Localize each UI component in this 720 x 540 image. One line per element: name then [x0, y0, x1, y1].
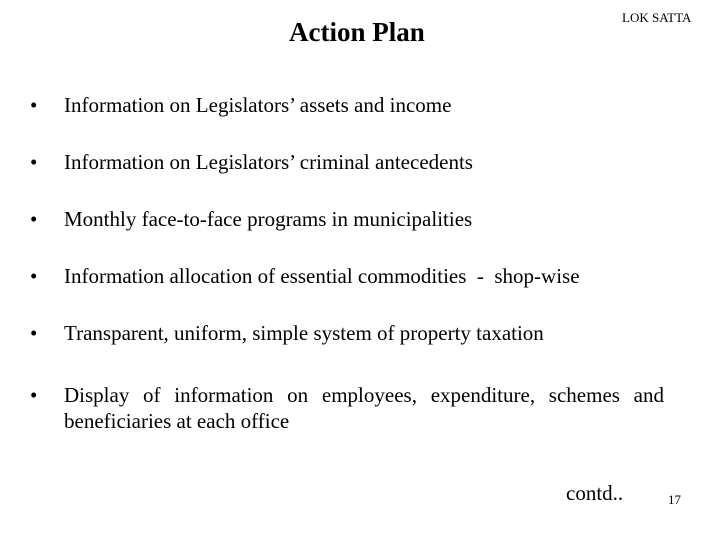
bullet-item	[30, 206, 670, 232]
bullet-icon: •	[30, 150, 38, 174]
page-number: 17	[668, 492, 681, 507]
bullet-icon: •	[30, 93, 38, 117]
bullet-text: Information on Legislators’ criminal antecedents	[64, 150, 473, 174]
bullet-icon: •	[30, 207, 38, 231]
bullet-item	[30, 263, 670, 289]
bullet-icon: •	[30, 264, 38, 288]
bullet-item	[30, 92, 670, 118]
bullet-text: Information allocation of essential commodities - shop-wise	[64, 264, 580, 288]
bullet-icon: •	[30, 383, 38, 407]
bullet-text: Information on Legislators’ assets and income	[64, 93, 452, 117]
bullet-item	[30, 149, 670, 175]
bullet-item	[30, 320, 670, 346]
bullet-text: Transparent, uniform, simple system of property taxation	[64, 321, 544, 345]
bullet-icon: •	[30, 321, 38, 345]
bullet-text: Monthly face-to-face programs in municipalities	[64, 207, 473, 231]
continued-label: contd..	[566, 481, 624, 505]
organization-label: LOK SATTA	[622, 10, 692, 25]
bullet-item	[30, 382, 670, 434]
bullet-text: Display of information on employees, expenditure, schemes and beneficiaries at each office	[64, 383, 664, 433]
slide-title: Action Plan	[289, 17, 425, 47]
